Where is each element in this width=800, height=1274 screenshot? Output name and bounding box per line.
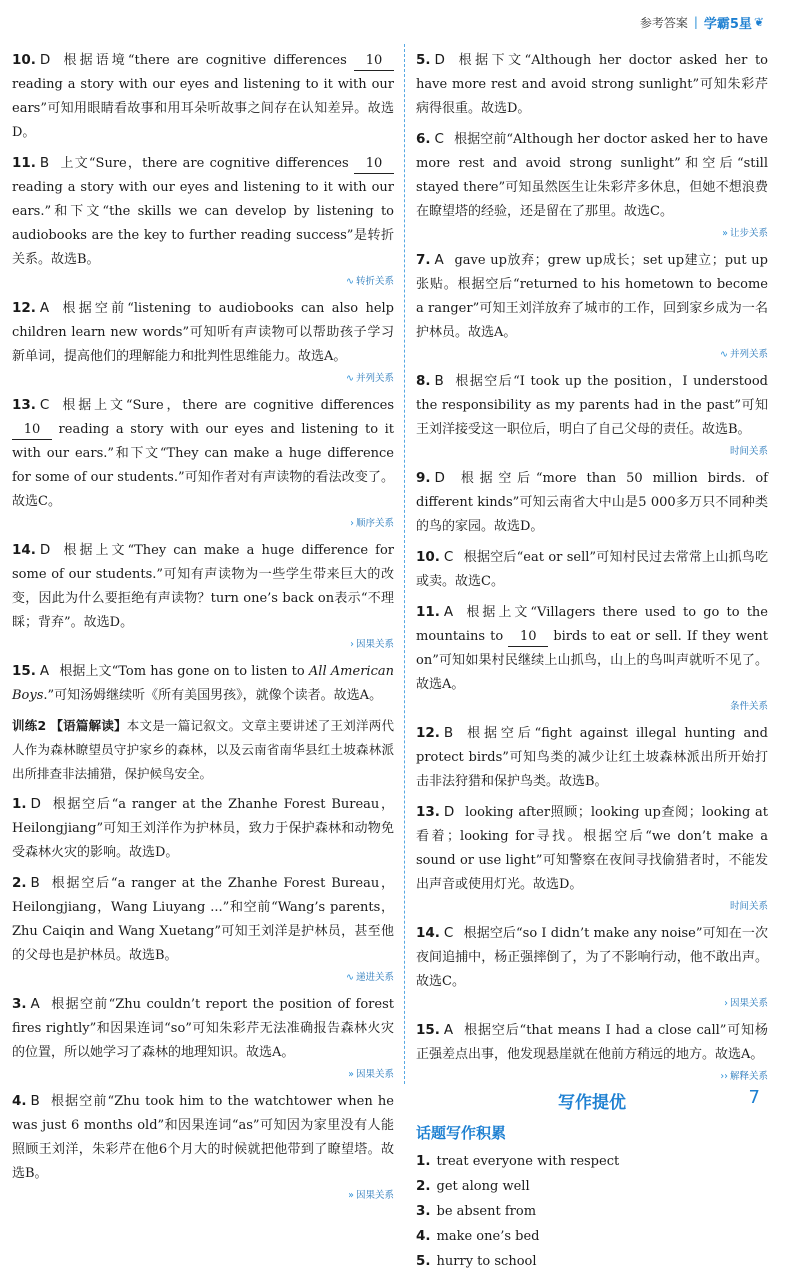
list-item: 4. make one’s bed xyxy=(416,1228,540,1244)
explanation-text: 根据空前“Zhu couldn’t report the position of forest fires rightly”和因果连词“so”可知朱彩芹无法准确报告森林火灾的位置，所以她学习了森林的地理知识。故选A。 xyxy=(12,997,394,1060)
answer-entry-2 xyxy=(12,871,394,986)
list-item: 3. be absent from xyxy=(416,1203,537,1219)
answer-entry-3 xyxy=(12,992,394,1083)
answer-entry-10 xyxy=(12,48,394,145)
entry-number: 8. xyxy=(416,373,431,389)
section-label: 训练2 xyxy=(12,718,47,733)
arrow-icon: › xyxy=(724,998,728,1009)
answer-letter: B xyxy=(30,1093,40,1109)
entry-number: 2. xyxy=(12,875,27,891)
header-separator: | xyxy=(693,15,698,29)
relation-tag: › 因果关系 xyxy=(350,639,394,650)
entry-number: 13. xyxy=(12,397,36,413)
entry-number: 12. xyxy=(416,725,440,741)
writing-subtitle: 话题写作积累 xyxy=(416,1124,507,1142)
relation-tag: › 因果关系 xyxy=(724,998,768,1009)
answer-entry-9 xyxy=(416,466,768,539)
header-reference-label: 参考答案 xyxy=(639,15,688,30)
answer-entry-15r xyxy=(416,1018,768,1085)
entry-number: 14. xyxy=(416,925,440,941)
answer-entry-15 xyxy=(12,659,394,708)
answer-letter: B xyxy=(30,875,40,891)
entry-number: 6. xyxy=(416,131,431,147)
arrow-icon: ∿ xyxy=(720,349,728,360)
answer-letter: B xyxy=(443,725,454,741)
answer-entry-8 xyxy=(416,369,768,460)
list-item: 1. treat everyone with respect xyxy=(416,1153,620,1169)
answer-entry-12r xyxy=(416,721,768,794)
relation-tag: 条件关系 xyxy=(729,701,768,712)
entry-number: 11. xyxy=(12,155,36,171)
explanation-text: 根据空前“Although her doctor asked her to have more rest and avoid strong sunlight”和空后“still stayed there”可知虽然医生让朱彩芹多休息，但她不想浪费在瞭望塔的经验，还是留在了那里。故选C。 xyxy=(416,132,768,219)
answer-entry-13 xyxy=(12,393,394,532)
arrow-icon: ∿ xyxy=(346,373,354,384)
answer-entry-11 xyxy=(12,151,394,290)
section-bracket-title: 【语篇解读】 xyxy=(50,718,127,733)
relation-tag: 时间关系 xyxy=(729,446,768,457)
leaf-icon: ❦ xyxy=(753,15,764,29)
entry-number: 3. xyxy=(12,996,27,1012)
answer-entry-1 xyxy=(12,792,394,865)
explanation-text: reading a story with our eyes and listening to it with our ears.”和下文“They can make a huge difference for some of our students.”可知作者对有声读物的看法改变了。故选C。 xyxy=(12,422,394,509)
answer-letter: D xyxy=(443,804,455,820)
entry-number: 15. xyxy=(416,1022,440,1038)
answer-letter: A xyxy=(30,996,40,1012)
arrow-icon: ›› xyxy=(720,1071,728,1082)
answer-letter: D xyxy=(434,52,445,68)
entry-number: 13. xyxy=(416,804,440,820)
relation-tag: › 顺序关系 xyxy=(350,518,394,529)
answer-entry-5 xyxy=(416,48,768,121)
answer-letter: A xyxy=(39,300,50,316)
entry-number: 11. xyxy=(416,604,440,620)
explanation-text: 根据空后“so I didn’t make any noise”可知在一次夜间追捕中，杨正强摔倒了，为了不影响行动，他不敢出声。故选C。 xyxy=(416,926,768,989)
explanation-text: 根据空后“more than 50 million birds. of different kinds”可知云南省大中山是5 000多万只不同种类的鸟的家园。故选D。 xyxy=(416,471,768,534)
explanation-text: 根据空后“that means I had a close call”可知杨正强差点出事，他发现悬崖就在他前方稍远的地方。故选A。 xyxy=(416,1023,768,1062)
answer-entry-6 xyxy=(416,127,768,242)
blank-number: 10 xyxy=(354,155,394,174)
answer-entry-4 xyxy=(12,1089,394,1204)
brand-logo: 学霸5星 xyxy=(703,16,752,32)
answer-letter: A xyxy=(39,663,50,679)
arrow-icon: » xyxy=(348,1069,354,1080)
entry-number: 10. xyxy=(12,52,36,68)
arrow-icon: » xyxy=(348,1190,354,1201)
entry-number: 9. xyxy=(416,470,431,486)
explanation-text: 根据空后“a ranger at the Zhanhe Forest Bureau，Heilongjiang，Wang Liuyang ...”和空前“Wang’s parents，Zhu Caiqin and Wang Xuetang”可知王刘洋是护林员，甚至他的父母也是护林员。故选B。 xyxy=(12,876,394,963)
answer-letter: A xyxy=(443,1022,454,1038)
explanation-text: birds to eat or sell. If they went on”可知如果村民继续上山抓鸟，山上的鸟叫声就听不见了。故选A。 xyxy=(416,629,768,692)
left-column xyxy=(12,48,394,1210)
section-text: 本文是一篇记叙文。文章主要讲述了王刘洋两代人作为森林瞭望员守护家乡的森林，以及云南省南华县红土坡森林派出所排查非法捕猎，保护候鸟安全。 xyxy=(12,718,394,781)
answer-letter: C xyxy=(443,925,454,941)
answer-letter: D xyxy=(39,542,51,558)
relation-tag: » 因果关系 xyxy=(348,1190,394,1201)
entry-number: 1. xyxy=(12,796,27,812)
answer-entry-14 xyxy=(12,538,394,653)
relation-tag: ∿ 递进关系 xyxy=(346,972,394,983)
relation-tag: ∿ 并列关系 xyxy=(720,349,768,360)
arrow-icon: ∿ xyxy=(346,276,354,287)
blank-number: 10 xyxy=(508,628,548,647)
answer-letter: B xyxy=(39,155,50,171)
answer-letter: B xyxy=(434,373,444,389)
explanation-text: 根据空后“I took up the position，I understood the responsibility as my parents had in the past”可知王刘洋接受这一职位后，明白了自己父母的责任。故选B。 xyxy=(416,374,768,437)
answer-letter: A xyxy=(443,604,454,620)
entry-number: 14. xyxy=(12,542,36,558)
entry-number: 7. xyxy=(416,252,431,268)
list-item: 2. get along well xyxy=(416,1178,530,1194)
page-header xyxy=(640,10,764,34)
explanation-text: 根据空后“eat or sell”可知村民过去常常上山抓鸟吃或卖。故选C。 xyxy=(416,550,768,589)
arrow-icon: › xyxy=(350,518,354,529)
page-number: 7 xyxy=(748,1087,760,1108)
entry-number: 4. xyxy=(12,1093,27,1109)
explanation-text: .”可知汤姆继续听《所有美国男孩》，就像个读者。故选A。 xyxy=(43,688,383,703)
explanation-text: looking after照顾；looking up查阅；looking at看着；looking for寻找。根据空后“we don’t make a sound or use light”可知警察在夜间寻找偷猎者时，不能发出声音或使用灯光。故选D。 xyxy=(416,805,768,892)
answer-letter: D xyxy=(39,52,51,68)
answer-letter: C xyxy=(39,397,50,413)
answer-letter: C xyxy=(434,131,444,147)
relation-tag: ∿ 并列关系 xyxy=(346,373,394,384)
entry-number: 5. xyxy=(416,52,431,68)
explanation-text: 根据空后“a ranger at the Zhanhe Forest Bureau，Heilongjiang”可知王刘洋作为护林员，致力于保护森林和动物免受森林火灾的影响。故选D。 xyxy=(12,797,394,860)
relation-tag: » 让步关系 xyxy=(722,228,768,239)
answer-letter: D xyxy=(30,796,41,812)
blank-number: 10 xyxy=(354,52,394,71)
answer-letter: A xyxy=(434,252,444,268)
explanation-text: reading a story with our eyes and listening to it with our ears.”和下文“the skills we can develop by listening to audiobooks are the key to further reading success”是转折关系。故选B。 xyxy=(12,180,394,267)
explanation-text: reading a story with our eyes and listening to it with our ears”可知用眼睛看故事和用耳朵听故事之间存在认知差异。故选D。 xyxy=(12,77,394,140)
explanation-text: 根据空前“Zhu took him to the watchtower when he was just 6 months old”和因果连词“as”可知因为家里没有人能照顾王刘洋，朱彩芹在他6个月大的时候就把他带到了瞭望塔。故选B。 xyxy=(12,1094,394,1181)
explanation-text: 根据空前“listening to audiobooks can also help children learn new words”可知听有声读物可以帮助孩子学习新单词，提高他们的理解能力和批判性思维能力。故选A。 xyxy=(12,301,394,364)
explanation-text: 根据上文“Sure，there are cognitive differences xyxy=(62,398,394,413)
explanation-text: 上文“Sure，there are cognitive differences xyxy=(60,156,349,171)
arrow-icon: ∿ xyxy=(346,972,354,983)
entry-number: 10. xyxy=(416,549,440,565)
passage-summary xyxy=(12,714,394,786)
entry-number: 12. xyxy=(12,300,36,316)
explanation-text: 根据空后“fight against illegal hunting and protect birds”可知鸟类的减少让红土坡森林派出所开始打击非法狩猎和保护鸟类。故选B。 xyxy=(416,726,768,789)
relation-tag: ›› 解释关系 xyxy=(720,1071,768,1082)
explanation-text: 根据上文“Villagers there used to go to the mountains to xyxy=(416,605,768,644)
explanation-text: 根据上文“Tom has gone on to listen to xyxy=(59,664,305,679)
answer-entry-13r xyxy=(416,800,768,915)
answer-entry-12 xyxy=(12,296,394,387)
explanation-text: 根据语境“there are cognitive differences xyxy=(63,53,347,68)
book-title: All American Boys xyxy=(12,664,394,703)
relation-tag: ∿ 转折关系 xyxy=(346,276,394,287)
entry-number: 15. xyxy=(12,663,36,679)
answer-entry-14r xyxy=(416,921,768,1012)
right-column xyxy=(416,48,768,1274)
answer-entry-11r xyxy=(416,600,768,715)
explanation-text: 根据下文“Although her doctor asked her to have more rest and avoid strong sunlight”可知朱彩芹病得很重。故选D。 xyxy=(416,53,768,116)
relation-tag: 时间关系 xyxy=(729,901,768,912)
arrow-icon: › xyxy=(350,639,354,650)
blank-number: 10 xyxy=(12,421,52,440)
explanation-text: 根据上文“They can make a huge difference for some of our students.”可知有声读物为一些学生带来巨大的改变，因此为什么要拒绝有声读物？turn one’s back on表示“不理睬；背弃”。故选D。 xyxy=(12,543,394,630)
explanation-text: gave up放弃；grew up成长；set up建立；put up张贴。根据空后“returned to his hometown to become a ranger”可知王刘洋放弃了城市的工作，回到家乡成为一名护林员。故选A。 xyxy=(416,253,769,340)
writing-section-title: 写作提优 xyxy=(558,1093,626,1113)
list-item: 5. hurry to school xyxy=(416,1253,537,1269)
answer-letter: C xyxy=(443,549,454,565)
relation-tag: » 因果关系 xyxy=(348,1069,394,1080)
answer-letter: D xyxy=(434,470,445,486)
column-divider xyxy=(404,44,405,1084)
answer-entry-10r xyxy=(416,545,768,594)
answer-entry-7 xyxy=(416,248,768,363)
arrow-icon: » xyxy=(722,228,728,239)
